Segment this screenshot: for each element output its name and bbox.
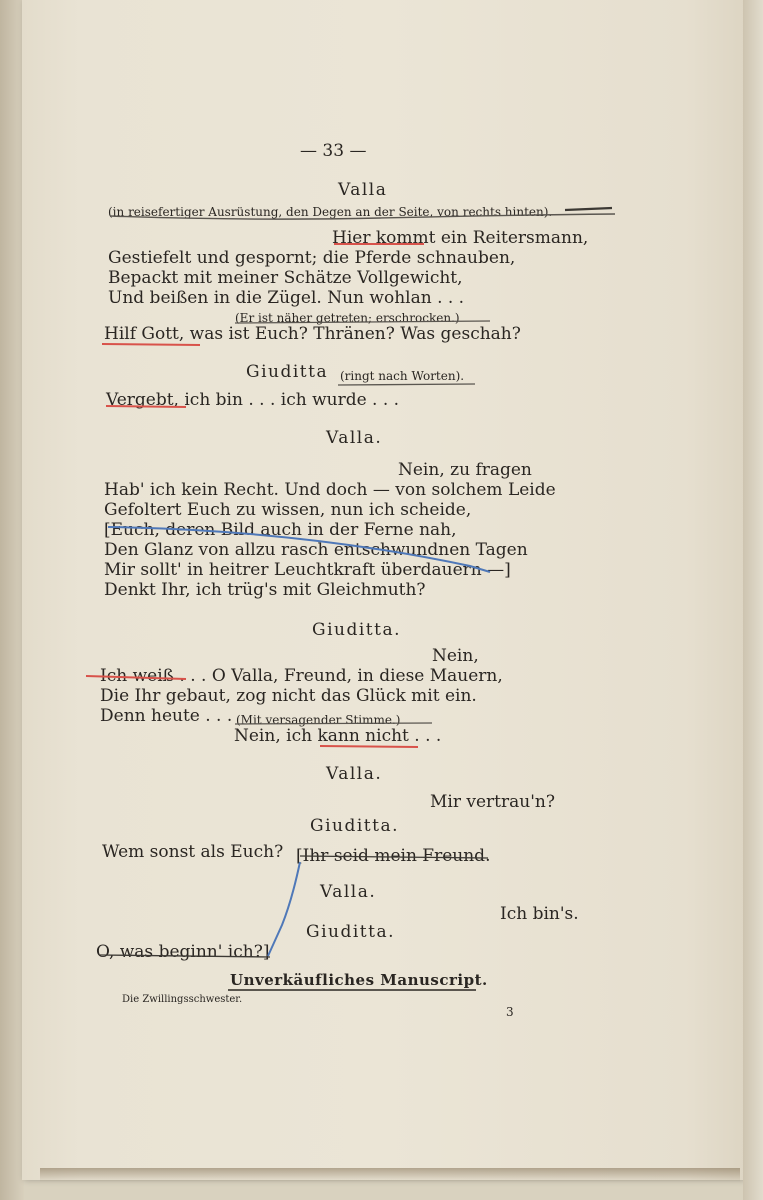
speaker-giuditta: Giuditta.: [306, 922, 395, 942]
verse-line: Gestiefelt und gespornt; die Pferde schnauben,: [108, 248, 516, 268]
verse-line: Nein, zu fragen: [398, 460, 532, 480]
verse-line: Hab' ich kein Recht. Und doch — von solchem Leide: [104, 480, 556, 500]
verse-line: Gefoltert Euch zu wissen, nun ich scheide,: [104, 500, 472, 520]
verse-line: Denkt Ihr, ich trüg's mit Gleichmuth?: [104, 580, 426, 600]
page-bottom-shadow: [40, 1168, 740, 1182]
speaker-giuditta: Giuditta.: [312, 620, 401, 640]
verse-line: Nein,: [432, 646, 479, 666]
verse-line: Denn heute . . .: [100, 706, 233, 726]
stage-direction: (Mit versagender Stimme.): [236, 713, 401, 727]
page-edge: [743, 0, 763, 1200]
verse-line: Nein, ich kann nicht . . .: [234, 726, 442, 746]
verse-line: Wem sonst als Euch?: [102, 842, 284, 862]
speaker-valla: Valla.: [320, 882, 377, 902]
verse-line: Den Glanz von allzu rasch entschwundnen Tagen: [104, 540, 528, 560]
stage-direction: (ringt nach Worten).: [340, 369, 465, 383]
verse-line: Ich bin's.: [500, 904, 579, 924]
speaker-giuditta: Giuditta: [246, 362, 329, 382]
speaker-valla: Valla: [338, 180, 388, 200]
speaker-giuditta: Giuditta.: [310, 816, 399, 836]
verse-line: Mir vertrau'n?: [430, 792, 555, 812]
verse-line: [Ihr seid mein Freund.: [296, 846, 491, 866]
verse-line: Hilf Gott, was ist Euch? Thränen? Was geschah?: [104, 324, 521, 344]
verse-line: O, was beginn' ich?]: [96, 942, 270, 962]
verse-line: Vergebt, ich bin . . . ich wurde . . .: [106, 390, 400, 410]
manuscript-notice: Unverkäufliches Manuscript.: [230, 971, 488, 989]
signature-number: 3: [506, 1005, 514, 1019]
page-number: — 33 —: [300, 141, 367, 161]
verse-line: [Euch, deren Bild auch in der Ferne nah,: [104, 520, 457, 540]
verse-line: Ich weiß . . . O Valla, Freund, in diese Mauern,: [100, 666, 503, 686]
verse-line: Bepackt mit meiner Schätze Vollgewicht,: [108, 268, 463, 288]
verse-line: Und beißen in die Zügel. Nun wohlan . . .: [108, 288, 465, 308]
signature-title: Die Zwillingsschwester.: [122, 994, 243, 1005]
verse-line: Die Ihr gebaut, zog nicht das Glück mit ein.: [100, 686, 477, 706]
speaker-valla: Valla.: [326, 764, 383, 784]
book-spine: [0, 0, 24, 1200]
stage-direction: (Er ist näher getreten; erschrocken.): [235, 311, 460, 325]
verse-line: Hier kommt ein Reitersmann,: [332, 228, 589, 248]
speaker-valla: Valla.: [326, 428, 383, 448]
verse-line: Mir sollt' in heitrer Leuchtkraft überdauern —]: [104, 560, 511, 580]
stage-direction: (in reisefertiger Ausrüstung, den Degen an der Seite, von rechts hinten).: [108, 205, 553, 219]
